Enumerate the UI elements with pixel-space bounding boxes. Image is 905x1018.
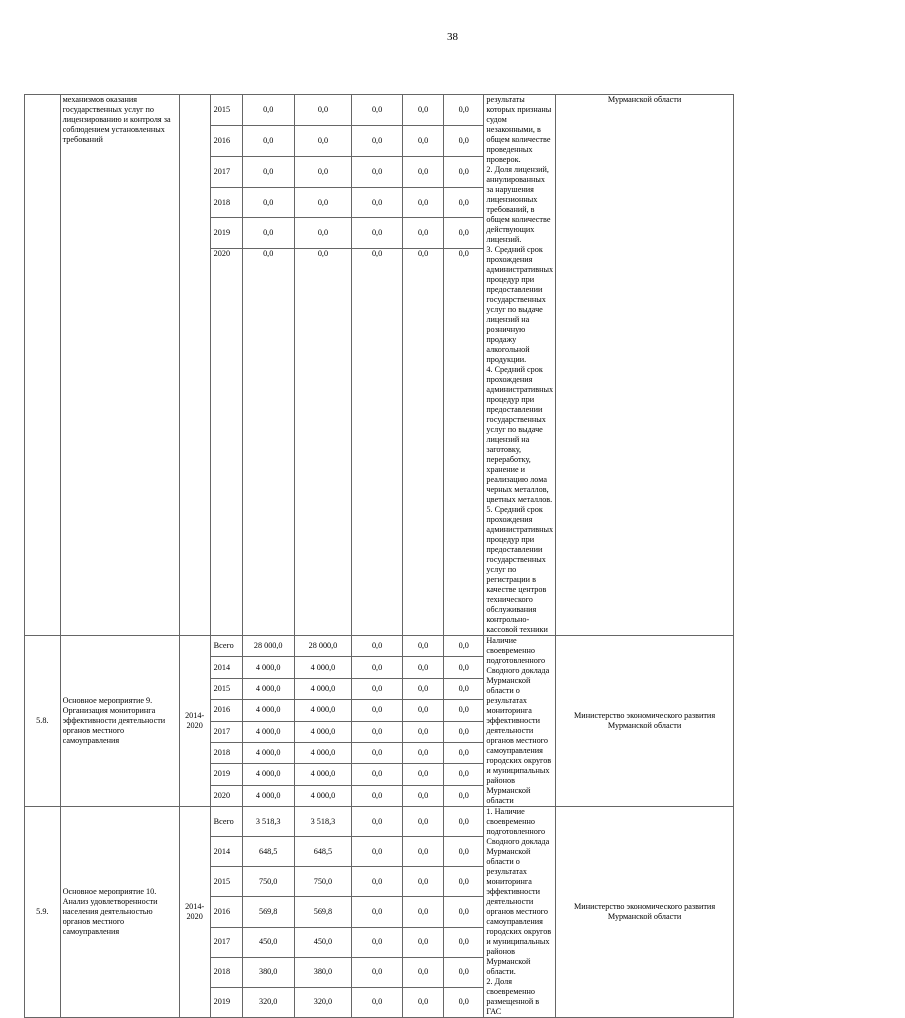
amount-cell: 0,0: [444, 125, 484, 156]
year-cell: 2019: [210, 218, 242, 249]
amount-cell: 0,0: [444, 897, 484, 927]
amount-cell: 450,0: [294, 927, 351, 957]
amount-cell: 0,0: [444, 657, 484, 678]
amount-cell: 4 000,0: [242, 678, 294, 699]
amount-cell: 0,0: [444, 700, 484, 721]
amount-cell: 0,0: [352, 927, 403, 957]
amount-cell: 0,0: [444, 721, 484, 742]
table-row: [25, 95, 905, 126]
year-cell: 2018: [210, 742, 242, 763]
item-number-cell: 5.9.: [25, 807, 61, 1018]
amount-cell: 0,0: [444, 987, 484, 1017]
year-cell: 2018: [210, 187, 242, 218]
amount-cell: 0,0: [352, 785, 403, 806]
year-cell: 2014: [210, 657, 242, 678]
amount-cell: 0,0: [403, 807, 444, 837]
amount-cell: 569,8: [294, 897, 351, 927]
year-cell: 2015: [210, 867, 242, 897]
amount-cell: 0,0: [444, 218, 484, 249]
amount-cell: 0,0: [242, 95, 294, 126]
amount-cell: 0,0: [352, 742, 403, 763]
amount-cell: 0,0: [444, 867, 484, 897]
amount-cell: 0,0: [352, 636, 403, 657]
amount-cell: 0,0: [294, 125, 351, 156]
amount-cell: 4 000,0: [294, 657, 351, 678]
amount-cell: 0,0: [352, 218, 403, 249]
amount-cell: 0,0: [352, 657, 403, 678]
amount-cell: 750,0: [294, 867, 351, 897]
amount-cell: 0,0: [242, 125, 294, 156]
table-row: [25, 636, 905, 657]
amount-cell: 0,0: [294, 156, 351, 187]
period-cell: 2014- 2020: [179, 636, 210, 807]
amount-cell: 0,0: [403, 249, 444, 636]
amount-cell: 0,0: [403, 742, 444, 763]
amount-cell: 4 000,0: [242, 764, 294, 785]
amount-cell: 0,0: [444, 837, 484, 867]
item-number-cell: 5.8.: [25, 636, 61, 807]
amount-cell: 0,0: [403, 156, 444, 187]
amount-cell: 0,0: [403, 957, 444, 987]
year-cell: 2015: [210, 95, 242, 126]
amount-cell: 4 000,0: [294, 742, 351, 763]
amount-cell: 0,0: [403, 721, 444, 742]
year-cell: 2016: [210, 700, 242, 721]
year-cell: 2017: [210, 156, 242, 187]
amount-cell: 0,0: [403, 678, 444, 699]
item-number-cell: [25, 95, 61, 636]
executor-cell: Мурманской области: [556, 95, 734, 636]
item-name-cell: Основное мероприятие 9. Организация мониторинга эффективности деятельности органов местного самоуправления: [60, 636, 179, 807]
amount-cell: 0,0: [352, 807, 403, 837]
year-cell: 2015: [210, 678, 242, 699]
amount-cell: 0,0: [403, 657, 444, 678]
amount-cell: 380,0: [294, 957, 351, 987]
amount-cell: 0,0: [242, 249, 294, 636]
amount-cell: 0,0: [444, 764, 484, 785]
amount-cell: 0,0: [444, 249, 484, 636]
amount-cell: 450,0: [242, 927, 294, 957]
period-cell: [179, 95, 210, 636]
amount-cell: 0,0: [352, 837, 403, 867]
amount-cell: 0,0: [242, 187, 294, 218]
amount-cell: 0,0: [444, 187, 484, 218]
amount-cell: 4 000,0: [294, 700, 351, 721]
amount-cell: 0,0: [352, 187, 403, 218]
program-table: [24, 94, 905, 1018]
executor-cell: Министерство экономического развития Мурманской области: [556, 807, 734, 1018]
amount-cell: 648,5: [294, 837, 351, 867]
amount-cell: 0,0: [352, 721, 403, 742]
amount-cell: 380,0: [242, 957, 294, 987]
indicators-cell: 1. Наличие своевременно подготовленного Сводного доклада Мурманской области о результатах мониторинга эффективности деятельности органов местного самоуправления городских округов и муниципальных районов Мурманской области. 2. Доля своевременно размещенной в ГАС: [484, 807, 556, 1018]
amount-cell: 320,0: [242, 987, 294, 1017]
amount-cell: 0,0: [403, 700, 444, 721]
amount-cell: 4 000,0: [242, 742, 294, 763]
amount-cell: 0,0: [352, 125, 403, 156]
period-cell: 2014- 2020: [179, 807, 210, 1018]
amount-cell: 4 000,0: [294, 678, 351, 699]
amount-cell: 0,0: [403, 785, 444, 806]
year-cell: 2017: [210, 721, 242, 742]
year-cell: Всего: [210, 636, 242, 657]
amount-cell: 0,0: [352, 678, 403, 699]
amount-cell: 0,0: [444, 156, 484, 187]
item-name-cell: механизмов оказания государственных услуг по лицензированию и контроля за соблюдением установленных требований: [60, 95, 179, 636]
indicators-cell: Наличие своевременно подготовленного Сводного доклада Мурманской области о результатах мониторинга эффективности деятельности органов местного самоуправления городских округов и муниципальных районов Мурманской области: [484, 636, 556, 807]
amount-cell: 4 000,0: [242, 657, 294, 678]
amount-cell: 648,5: [242, 837, 294, 867]
amount-cell: 0,0: [403, 927, 444, 957]
amount-cell: 0,0: [352, 957, 403, 987]
year-cell: 2018: [210, 957, 242, 987]
amount-cell: 0,0: [444, 95, 484, 126]
amount-cell: 0,0: [444, 678, 484, 699]
amount-cell: 0,0: [242, 218, 294, 249]
amount-cell: 4 000,0: [294, 785, 351, 806]
amount-cell: 0,0: [352, 700, 403, 721]
amount-cell: 0,0: [242, 156, 294, 187]
amount-cell: 0,0: [444, 742, 484, 763]
amount-cell: 0,0: [294, 95, 351, 126]
amount-cell: 3 518,3: [294, 807, 351, 837]
amount-cell: 0,0: [352, 95, 403, 126]
executor-cell: Министерство экономического развития Мурманской области: [556, 636, 734, 807]
amount-cell: 4 000,0: [242, 700, 294, 721]
amount-cell: 0,0: [352, 867, 403, 897]
indicators-cell: результаты которых признаны судом незаконными, в общем количестве проведенных проверок. 2. Доля лицензий, аннулированных за нарушения лицензионных требований, в общем количестве действующих лицензий. 3. Средний срок прохождения административных процедур при предоставлении государственных услуг по выдаче лицензий на розничную продажу алкогольной продукции. 4. Средний срок прохождения административных процедур при предоставлении государственных услуг по выдаче лицензий на заготовку, переработку, хранение и реализацию лома черных металлов, цветных металлов. 5. Средний срок прохождения административных процедур при предоставлении государственных услуг по регистрации в качестве центров технического обслуживания контрольно-кассовой техники: [484, 95, 556, 636]
amount-cell: 0,0: [444, 927, 484, 957]
amount-cell: 0,0: [352, 987, 403, 1017]
amount-cell: 0,0: [444, 807, 484, 837]
amount-cell: 0,0: [352, 249, 403, 636]
amount-cell: 0,0: [403, 218, 444, 249]
amount-cell: 0,0: [294, 187, 351, 218]
amount-cell: 569,8: [242, 897, 294, 927]
amount-cell: 0,0: [352, 897, 403, 927]
amount-cell: 320,0: [294, 987, 351, 1017]
page-number: 38: [447, 31, 458, 43]
table-row: [25, 807, 905, 837]
amount-cell: 0,0: [403, 897, 444, 927]
year-cell: 2014: [210, 837, 242, 867]
amount-cell: 0,0: [444, 957, 484, 987]
year-cell: 2019: [210, 987, 242, 1017]
amount-cell: 0,0: [403, 867, 444, 897]
amount-cell: 4 000,0: [294, 764, 351, 785]
amount-cell: 0,0: [403, 636, 444, 657]
amount-cell: 0,0: [403, 837, 444, 867]
year-cell: 2017: [210, 927, 242, 957]
amount-cell: 750,0: [242, 867, 294, 897]
amount-cell: 0,0: [294, 218, 351, 249]
amount-cell: 0,0: [403, 187, 444, 218]
amount-cell: 3 518,3: [242, 807, 294, 837]
amount-cell: 0,0: [403, 125, 444, 156]
amount-cell: 0,0: [352, 156, 403, 187]
year-cell: 2016: [210, 897, 242, 927]
amount-cell: 28 000,0: [294, 636, 351, 657]
amount-cell: 4 000,0: [242, 785, 294, 806]
amount-cell: 0,0: [444, 785, 484, 806]
amount-cell: 0,0: [403, 95, 444, 126]
amount-cell: 0,0: [352, 764, 403, 785]
year-cell: 2020: [210, 785, 242, 806]
amount-cell: 0,0: [403, 987, 444, 1017]
amount-cell: 4 000,0: [294, 721, 351, 742]
year-cell: 2019: [210, 764, 242, 785]
amount-cell: 0,0: [294, 249, 351, 636]
amount-cell: 28 000,0: [242, 636, 294, 657]
item-name-cell: Основное мероприятие 10. Анализ удовлетворенности населения деятельностью органов местного самоуправления: [60, 807, 179, 1018]
year-cell: 2020: [210, 249, 242, 636]
year-cell: 2016: [210, 125, 242, 156]
amount-cell: 0,0: [403, 764, 444, 785]
amount-cell: 0,0: [444, 636, 484, 657]
amount-cell: 4 000,0: [242, 721, 294, 742]
year-cell: Всего: [210, 807, 242, 837]
